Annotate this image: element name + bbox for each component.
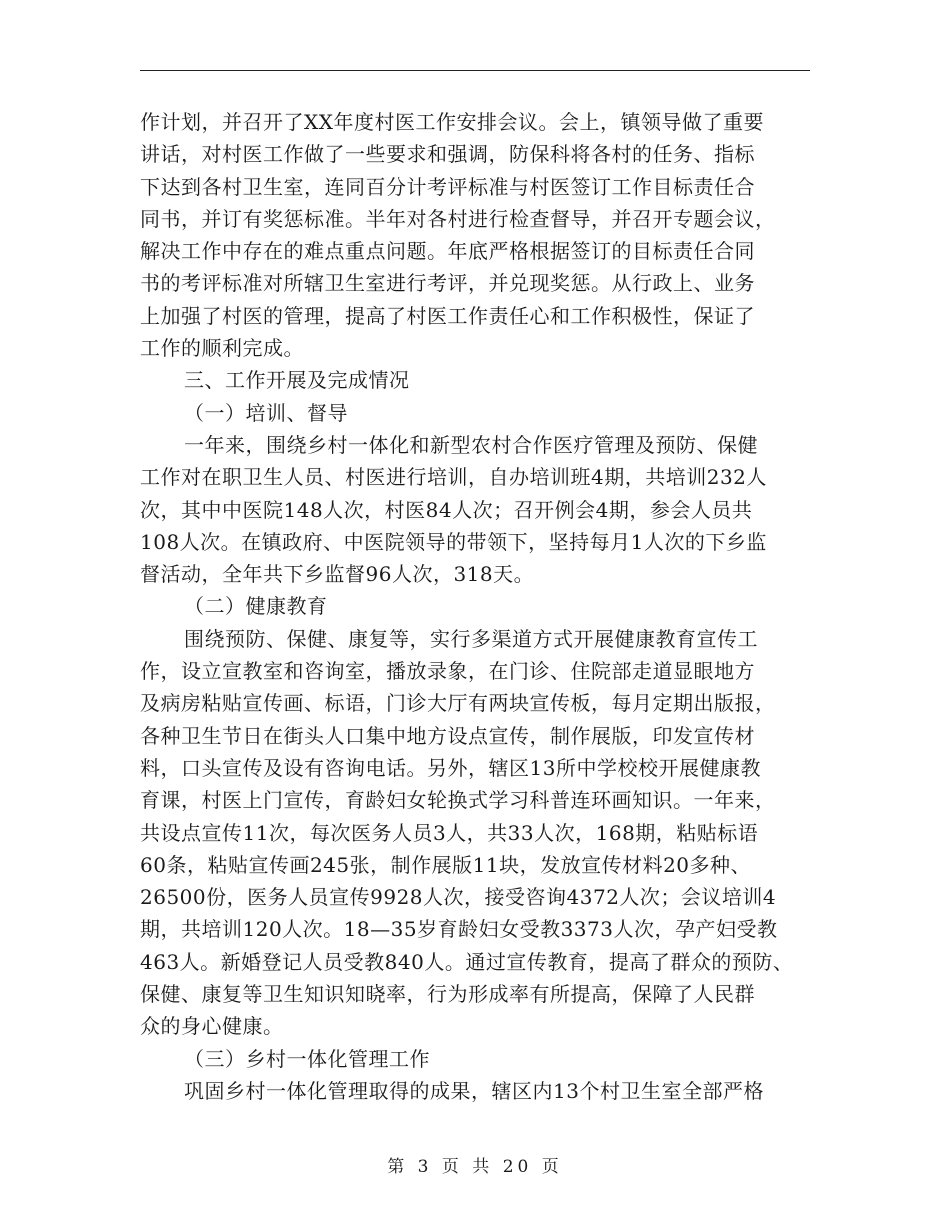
text-line: 工作对在职卫生人员、村医进行培训，自办培训班4期，共培训232人 [140, 465, 767, 490]
text-line: 26500份，医务人员宣传9928人次，接受咨询4372人次；会议培训4 [140, 885, 777, 910]
text-line: 次，其中中医院148人次，村医84人次；召开例会4期，参会人员共 [140, 497, 753, 522]
text-line: 育课，村医上门宣传，育龄妇女轮换式学习科普连环画知识。一年来， [140, 788, 776, 813]
text-line: （二）健康教育 [184, 594, 328, 619]
page-footer: 第 3 页 共 20 页 [387, 1157, 563, 1177]
text-line: （一）培训、督导 [184, 400, 348, 425]
document-body [140, 106, 810, 1107]
text-line: 上加强了村医的管理，提高了村医工作责任心和工作积极性，保证了 [140, 303, 755, 328]
text-line: 众的身心健康。 [140, 1014, 284, 1039]
header-rule [140, 70, 810, 71]
text-line: 各种卫生节日在街头人口集中地方设点宣传，制作展版，印发宣传材 [140, 723, 755, 748]
text-line: 463人。新婚登记人员受教840人。通过宣传教育，提高了群众的预防、 [140, 949, 794, 974]
text-line: 巩固乡村一体化管理取得的成果，辖区内13个村卫生室全部严格 [184, 1078, 764, 1103]
text-line: 作计划，并召开了XX年度村医工作安排会议。会上，镇领导做了重要 [140, 110, 764, 134]
text-line: 下达到各村卫生室，连同百分计考评标准与村医签订工作目标责任合 [140, 174, 755, 199]
text-line: 共设点宣传11次，每次医务人员3人，共33人次，168期，粘贴标语 [140, 820, 759, 845]
text-line: 及病房粘贴宣传画、标语，门诊大厅有两块宣传板，每月定期出版报， [140, 691, 776, 716]
text-line: 围绕预防、保健、康复等，实行多渠道方式开展健康教育宣传工 [184, 626, 758, 651]
text-line: 书的考评标准对所辖卫生室进行考评，并兑现奖惩。从行政上、业务 [140, 271, 755, 296]
text-line: 60条，粘贴宣传画245张，制作展版11块，发放宣传材料20多种、 [140, 852, 752, 877]
text-line: （三）乡村一体化管理工作 [184, 1046, 430, 1071]
text-line: 料，口头宣传及设有咨询电话。另外，辖区13所中学校校开展健康教 [140, 755, 761, 780]
text-line: 解决工作中存在的难点重点问题。年底严格根据签订的目标责任合同 [140, 239, 755, 264]
text-line: 讲话，对村医工作做了一些要求和强调，防保科将各村的任务、指标 [140, 142, 755, 167]
text-line: 一年来，围绕乡村一体化和新型农村合作医疗管理及预防、保健 [184, 432, 758, 457]
text-line: 督活动，全年共下乡监督96人次，318天。 [140, 562, 535, 587]
text-line: 作，设立宣教室和咨询室，播放录象，在门诊、住院部走道显眼地方 [140, 659, 755, 684]
text-line: 同书，并订有奖惩标准。半年对各村进行检查督导，并召开专题会议， [140, 206, 776, 231]
text-line: 三、工作开展及完成情况 [184, 368, 410, 393]
text-line: 工作的顺利完成。 [140, 336, 304, 361]
text-line: 108人次。在镇政府、中医院领导的带领下，坚持每月1人次的下乡监 [140, 529, 767, 554]
text-line: 期，共培训120人次。18—35岁育龄妇女受教3373人次，孕产妇受教 [140, 917, 778, 942]
text-line: 保健、康复等卫生知识知晓率，行为形成率有所提高，保障了人民群 [140, 982, 755, 1007]
